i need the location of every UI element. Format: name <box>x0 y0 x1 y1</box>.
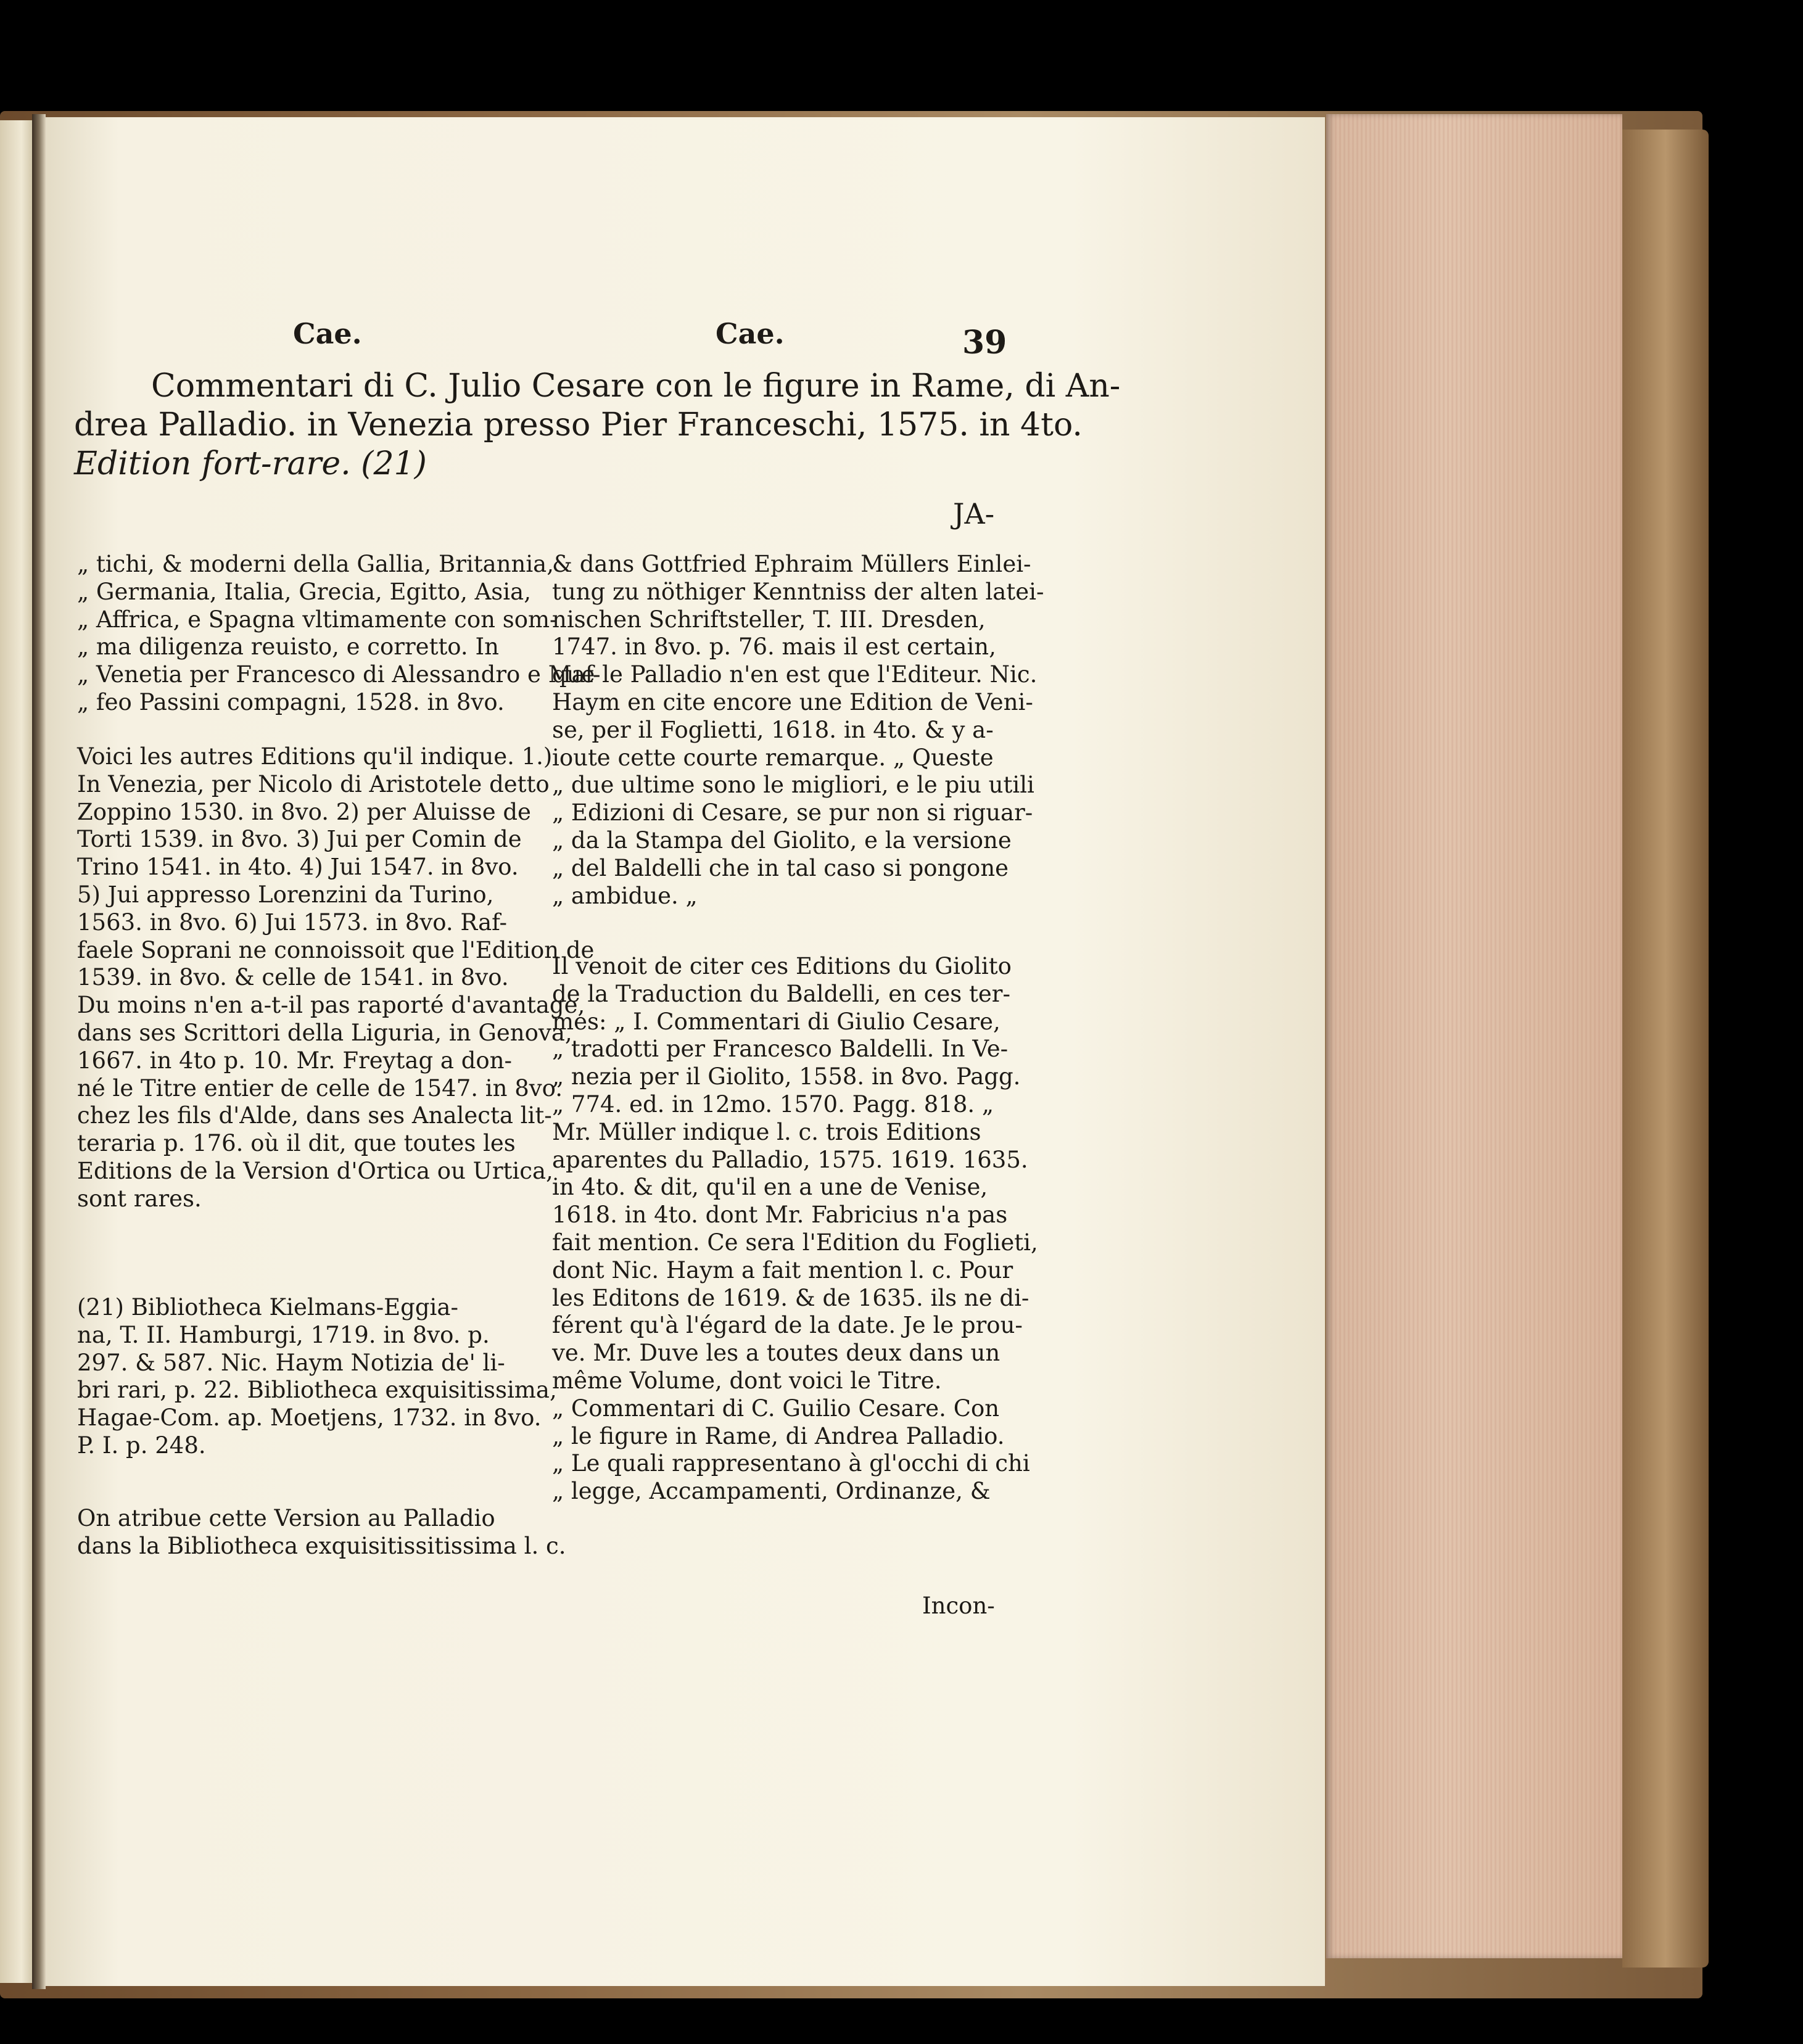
text-line: Torti 1539. in 8vo. 3) Jui per Comin de <box>77 826 522 853</box>
text-line: dans la Bibliotheca exquisitissitissima l. c. <box>77 1532 566 1559</box>
text-line: na, T. II. Hamburgi, 1719. in 8vo. p. <box>77 1321 490 1348</box>
text-line: ioute cette courte remarque. „ Queste <box>552 744 994 771</box>
left-column-block-2 <box>77 743 594 1213</box>
text-line: nischen Schriftsteller, T. III. Dresden, <box>552 606 986 633</box>
catchword-bottom: Incon- <box>922 1593 995 1619</box>
text-line: „ ambidue. „ <box>552 882 698 909</box>
text-line: aparentes du Palladio, 1575. 1619. 1635. <box>552 1146 1028 1173</box>
book-gutter <box>32 114 46 1989</box>
text-line: „ ma diligenza reuisto, e corretto. In <box>77 633 499 661</box>
entry-title-line-2: drea Palladio. in Venezia presso Pier Franceschi, 1575. in 4to. <box>74 406 1083 443</box>
text-line: Mr. Müller indique l. c. trois Editions <box>552 1118 981 1145</box>
left-column-footnote <box>77 1294 557 1460</box>
text-line: 1747. in 8vo. p. 76. mais il est certain, <box>552 633 996 661</box>
text-line: Hagae-Com. ap. Moetjens, 1732. in 8vo. <box>77 1404 542 1432</box>
text-line: même Volume, dont voici le Titre. <box>552 1367 942 1394</box>
text-line: 1563. in 8vo. 6) Jui 1573. in 8vo. Raf- <box>77 909 508 936</box>
text-line: 1667. in 4to p. 10. Mr. Freytag a don- <box>77 1047 513 1074</box>
text-line: „ tradotti per Francesco Baldelli. In Ve- <box>552 1036 1009 1063</box>
text-line: fait mention. Ce sera l'Edition du Foglieti, <box>552 1229 1038 1256</box>
text-line: férent qu'à l'égard de la date. Je le prou- <box>552 1312 1023 1339</box>
left-column-block-1 <box>77 551 601 717</box>
text-line: Voici les autres Editions qu'il indique. 1.) <box>77 743 553 770</box>
text-line: On atribue cette Version au Palladio <box>77 1505 495 1531</box>
text-line: ve. Mr. Duve les a toutes deux dans un <box>552 1340 1001 1367</box>
catchword-top: JA- <box>953 497 995 530</box>
text-line: „ Affrica, e Spagna vltimamente con som- <box>77 606 558 633</box>
left-page-sliver <box>0 120 36 1983</box>
text-line: mes: „ I. Commentari di Giulio Cesare, <box>552 1008 1001 1035</box>
text-line: Haym en cite encore une Edition de Veni- <box>552 688 1033 715</box>
text-line: „ tichi, & moderni della Gallia, Britannia, <box>77 551 555 577</box>
text-line: „ 774. ed. in 12mo. 1570. Pagg. 818. „ <box>552 1090 994 1118</box>
text-line: „ nezia per il Giolito, 1558. in 8vo. Pagg. <box>552 1063 1021 1090</box>
text-line: P. I. p. 248. <box>77 1432 206 1459</box>
right-column-block-1 <box>552 551 1044 910</box>
text-line: de la Traduction du Baldelli, en ces ter- <box>552 980 1010 1007</box>
text-line: Trino 1541. in 4to. 4) Jui 1547. in 8vo. <box>77 854 519 881</box>
cover-board-edge <box>1622 130 1709 1968</box>
running-head-left: Cae. <box>293 317 362 350</box>
text-line: 5) Jui appresso Lorenzini da Turino, <box>77 881 494 908</box>
text-line: in 4to. & dit, qu'il en a une de Venise, <box>552 1174 988 1201</box>
text-line: teraria p. 176. où il dit, que toutes les <box>77 1130 516 1157</box>
text-line: & dans Gottfried Ephraim Müllers Einlei- <box>552 551 1031 577</box>
running-head-center: Cae. <box>716 317 785 350</box>
text-line: 1618. in 4to. dont Mr. Fabricius n'a pas <box>552 1201 1008 1229</box>
text-line: „ le figure in Rame, di Andrea Palladio. <box>552 1422 1005 1449</box>
page-block-edges <box>1326 114 1622 1958</box>
text-line: Zoppino 1530. in 8vo. 2) per Aluisse de <box>77 798 531 825</box>
right-column-block-2 <box>552 953 1038 1506</box>
text-line: dans ses Scrittori della Liguria, in Genova, <box>77 1019 572 1046</box>
left-column-block-4 <box>77 1505 566 1560</box>
text-line: „ Germania, Italia, Grecia, Egitto, Asia, <box>77 578 531 605</box>
text-line: dont Nic. Haym a fait mention l. c. Pour <box>552 1256 1013 1284</box>
text-line: Editions de la Version d'Ortica ou Urtica, <box>77 1157 553 1184</box>
page-number: 39 <box>962 324 1007 361</box>
text-line: In Venezia, per Nicolo di Aristotele detto <box>77 770 550 797</box>
text-line: les Editons de 1619. & de 1635. ils ne di- <box>552 1284 1029 1311</box>
text-line: „ Venetia per Francesco di Alessandro e Maf- <box>77 661 601 688</box>
text-line: „ legge, Accampamenti, Ordinanze, & <box>552 1478 991 1505</box>
entry-title-line-1: Commentari di C. Julio Cesare con le figure in Rame, di An- <box>151 368 1121 405</box>
text-line: „ Le quali rappresentano à gl'occhi di chi <box>552 1450 1030 1477</box>
text-line: Du moins n'en a-t-il pas raporté d'avantage, <box>77 992 585 1019</box>
text-line: (21) Bibliotheca Kielmans-Eggia- <box>77 1294 458 1321</box>
text-line: „ feo Passini compagni, 1528. in 8vo. <box>77 688 505 715</box>
text-line: né le Titre entier de celle de 1547. in 8vo. <box>77 1074 563 1102</box>
text-line: „ da la Stampa del Giolito, e la versione <box>552 826 1012 854</box>
text-line: „ due ultime sono le migliori, e le piu utili <box>552 772 1034 799</box>
text-line: Il venoit de citer ces Editions du Giolito <box>552 953 1012 979</box>
text-line: tung zu nöthiger Kenntniss der alten latei- <box>552 578 1044 605</box>
text-line: se, per il Foglietti, 1618. in 4to. & y a- <box>552 716 994 743</box>
entry-title-line-3: Edition fort-rare. (21) <box>74 445 427 482</box>
text-line: que le Palladio n'en est que l'Editeur. Nic. <box>552 661 1038 688</box>
text-line: chez les fils d'Alde, dans ses Analecta lit- <box>77 1102 552 1129</box>
text-line: bri rari, p. 22. Bibliotheca exquisitissima, <box>77 1377 557 1404</box>
text-line: „ del Baldelli che in tal caso si pongone <box>552 854 1009 881</box>
text-line: „ Commentari di C. Guilio Cesare. Con <box>552 1395 1000 1422</box>
text-line: sont rares. <box>77 1185 202 1212</box>
text-line: faele Soprani ne connoissoit que l'Edition de <box>77 936 595 963</box>
text-line: 297. & 587. Nic. Haym Notizia de' li- <box>77 1349 505 1376</box>
text-line: „ Edizioni di Cesare, se pur non si riguar- <box>552 799 1033 826</box>
text-line: 1539. in 8vo. & celle de 1541. in 8vo. <box>77 964 509 991</box>
